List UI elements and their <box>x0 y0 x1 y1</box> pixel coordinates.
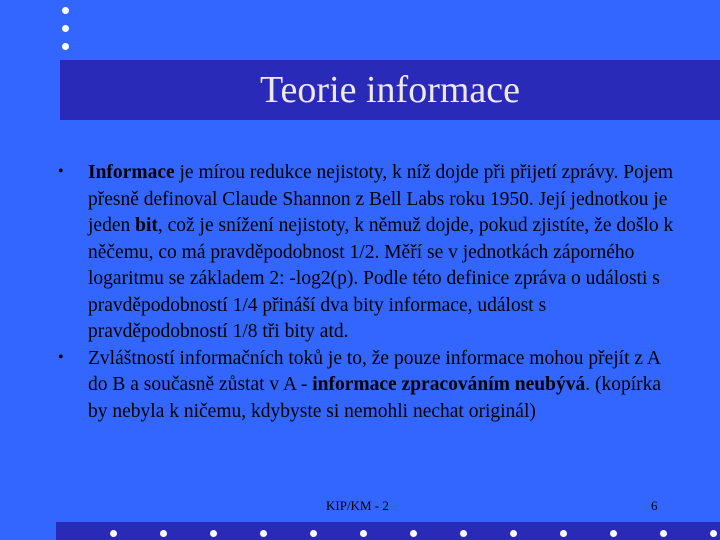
bullet-text-span: Zvláštností informačních toků je to, že pouze informace mohou přejít z A do B a současně zůstat v A - <box>88 347 660 395</box>
bullet-text-span: , což je snížení nejistoty, k němuž dojde, pokud zjistíte, že došlo k něčemu, co má pravděpodobnost 1/2. Měří se v jednotkách záporného logaritmu se základem 2: -log2(p). Podle této definice zpráva o události s pravděpodobností 1/4 přináší dva bity informace, událost s pravděpodobností 1/8 tři bity atd. <box>88 215 674 342</box>
decor-dot <box>260 530 267 537</box>
decor-dot <box>310 530 317 537</box>
footer-band <box>56 522 720 540</box>
decor-dot <box>210 530 217 537</box>
decor-dot <box>710 530 717 537</box>
decor-dot <box>360 530 367 537</box>
bullet-text <box>88 348 661 422</box>
bullet-marker: • <box>58 348 64 366</box>
decor-dot <box>610 530 617 537</box>
decor-dot <box>110 530 117 537</box>
bullet-bold-term: informace zpracováním neubývá <box>312 374 586 395</box>
decor-dot <box>410 530 417 537</box>
bullet-item <box>58 346 678 426</box>
bullet-text-span: je mírou redukce nejistoty, k níž dojde při přijetí zprávy. Pojem přesně definoval Claude Shannon z Bell Labs roku 1950. Její jednotkou je jeden <box>88 162 674 236</box>
bullet-list <box>58 160 678 425</box>
page-number: 6 <box>651 498 658 513</box>
bullet-text <box>88 162 673 342</box>
bullet-text-span: . (kopírka by nebyla k ničemu, kdybyste si nemohli nechat originál) <box>88 374 662 422</box>
bullet-bold-term: Informace <box>88 162 175 183</box>
bullet-item <box>58 160 678 346</box>
decor-dot <box>460 530 467 537</box>
footer-label: KIP/KM - 2 <box>326 498 389 513</box>
decor-dot <box>510 530 517 537</box>
decor-dot <box>660 530 667 537</box>
decor-dot <box>62 7 69 14</box>
bullet-bold-term: bit <box>135 215 158 236</box>
decor-dot <box>160 530 167 537</box>
decor-dot <box>62 43 69 50</box>
decor-dot <box>62 25 69 32</box>
bullet-marker: • <box>58 163 64 180</box>
slide-title: Teorie informace <box>259 69 521 111</box>
decor-dot <box>560 530 567 537</box>
